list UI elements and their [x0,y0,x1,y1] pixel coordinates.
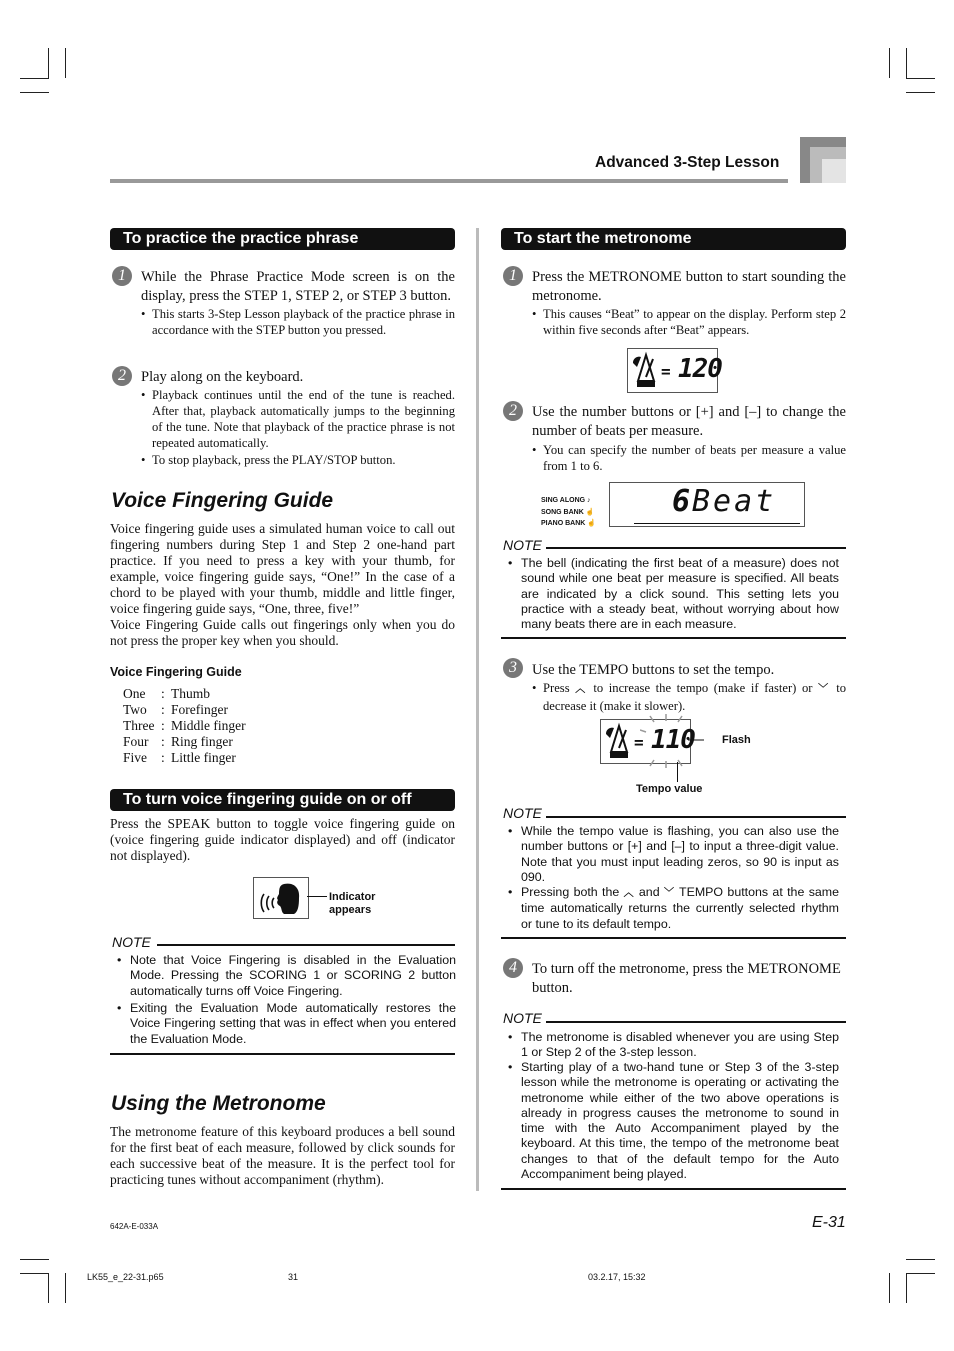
note-bottom-rule [110,1053,455,1055]
fingering-colon: : [161,750,165,765]
step-1-number: 1 [112,266,132,286]
metronome-step-2-text: Use the number buttons or [+] and [–] to change the number of beats per measure. [532,404,846,439]
crop-mark [906,1259,935,1260]
fingering-row: Two [123,702,147,717]
voice-fingering-title: Voice Fingering Guide [111,489,334,512]
voice-indicator-display [253,877,309,919]
note-bullet: • Pressing both the ︿ and ﹀ TEMPO buttons at the same time automatically returns the currently selected rhythm or tune to its default tempo. [502,885,839,932]
fingering-row: Little finger [171,750,236,765]
note-top-rule [546,547,846,549]
practice-heading: To practice the practice phrase [110,228,455,250]
fingering-row: Thumb [171,686,210,701]
note-bullet: • Starting play of a two-hand tune or Step 3 of the 3-step lesson while the metronome is operating or activating the metronome while either of the two above operations is already in progress causes the metronome to sound in time with the Auto Accompaniment played by the keyboard. At this time, the tempo of the metronome beat changes to that of the default tempo for the Auto Accompaniment being played. [502,1060,839,1182]
fingering-colon: : [161,686,165,701]
indicator-label: appears [329,904,372,916]
file-datetime: 03.2.17, 15:32 [588,1272,646,1282]
display-value: 110 [651,725,695,755]
step-2-number: 2 [503,401,523,421]
crop-mark [20,1259,49,1260]
mode-label-piano-bank: PIANO BANK ☝ [541,520,597,527]
metronome-title: Using the Metronome [111,1092,326,1115]
note-label: NOTE [503,1010,542,1026]
crop-mark [20,78,49,79]
fingering-row: One [123,686,146,701]
indicator-label: Indicator [329,891,376,903]
metronome-step-1-text: Press the METRONOME button to start sounding the metronome. [532,269,846,304]
step-3-number: 3 [503,658,523,678]
note-label: NOTE [503,805,542,821]
metronome-icon [631,351,661,391]
note-bullet: • The metronome is disabled whenever you are using Step 1 or Step 2 of the 3-step lesson. [502,1030,839,1061]
note-bullet: • While the tempo value is flashing, you can also use the number buttons or [+] and [–] to input a three-digit value. Note that you must input leading zeros, so 90 is input as 090. [502,824,839,885]
fingering-colon: : [161,734,165,749]
crop-mark [889,48,890,78]
file-name: LK55_e_22-31.p65 [87,1272,164,1282]
crop-mark [906,78,935,79]
step-1-number: 1 [503,266,523,286]
tempo-down-icon: ﹀ [663,888,675,899]
metronome-heading: To start the metronome [501,228,846,250]
fingering-row: Three [123,718,155,733]
note-icon: ♪ [587,497,591,504]
practice-step-1-text: While the Phrase Practice Mode screen is on the display, press the STEP 1, STEP 2, or STEP 3 button. [141,269,455,304]
note-bottom-rule [501,637,846,639]
note-bullet: • Note that Voice Fingering is disabled in the Evaluation Mode. Pressing the SCORING 1 or SCORING 2 button automatically turns off Voice Fingering. [111,953,456,999]
voice-fingering-paragraph: Voice Fingering Guide calls out fingerings only when you do not press the proper key when you should. [110,617,455,648]
note-top-rule [157,944,455,946]
crop-mark [906,1273,907,1303]
metronome-step-2-bullet: • You can specify the number of beats per measure a value from 1 to 6. [532,442,846,474]
beat-text: Beat [692,484,777,519]
metronome-step-4-text: To turn off the metronome, press the METRONOME button. [532,961,841,996]
step-4-number: 4 [503,958,523,978]
header-rule [110,179,788,183]
note-label: NOTE [112,934,151,950]
mode-label-sing-along: SING ALONG ♪ [541,497,591,504]
doc-code: 642A-E-033A [110,1222,159,1231]
fingering-row: Ring finger [171,734,233,749]
fingering-table-title: Voice Fingering Guide [110,665,242,679]
metronome-paragraph: The metronome feature of this keyboard produces a bell sound for the first beat of each measure, followed by click sounds for each successive beat of the measure. It is the perfect tool for practicing tunes without accompaniment (rhythm). [110,1124,455,1187]
practice-step-2-bullet: • To stop playback, press the PLAY/STOP button. [141,452,455,468]
fingering-row: Middle finger [171,718,246,733]
file-page: 31 [288,1272,299,1282]
beat-digit: 6 [672,484,691,519]
note-bottom-rule [501,1188,846,1190]
equals-sign: = [634,733,644,752]
tempo-display-120 [627,348,722,393]
crop-mark [65,1273,66,1303]
note-bullet: • The bell (indicating the first beat of a measure) does not sound while one beat per measure is specified. All beats are indicated by a click sound. This setting lets you practice with a steady beat, without worrying about how many beats there are in each measure. [502,556,839,632]
fingering-row: Forefinger [171,702,228,717]
crop-mark [906,1273,935,1274]
practice-step-1-bullet: • This starts 3-Step Lesson playback of the practice phrase in accordance with the STEP button you pressed. [141,306,455,338]
crop-mark [65,48,66,78]
toggle-heading: To turn voice fingering guide on or off [110,789,455,811]
note-bottom-rule [501,937,846,939]
hand-icon: ☝ [585,509,595,516]
section-title: Advanced 3-Step Lesson [595,154,780,171]
tempo-value-label: Tempo value [636,783,703,795]
crop-mark [889,1273,890,1303]
speaking-head-icon [254,878,308,918]
fingering-row: Five [123,750,148,765]
fingering-colon: : [161,702,165,717]
indicator-leader-line [307,896,327,897]
tempo-up-icon: ︿ [575,684,588,695]
crop-mark [906,92,935,93]
crop-mark [906,48,907,78]
note-top-rule [546,1021,846,1023]
header-tab-graphic [800,137,846,183]
note-bullet: • Exiting the Evaluation Mode automatically restores the Voice Fingering setting that was in effect when you entered the Evaluation Mode. [111,1001,456,1047]
note-top-rule [546,816,846,818]
crop-mark [48,48,49,78]
equals-sign: = [661,362,671,381]
column-divider [476,228,479,1191]
crop-mark [20,92,49,93]
note-label: NOTE [503,537,542,553]
mode-label-song-bank: SONG BANK ☝ [541,509,595,516]
toggle-paragraph: Press the SPEAK button to toggle voice fingering guide on (voice fingering guide indicator displayed) and off (indicator not displayed). [110,816,455,863]
metronome-step-3-text: Use the TEMPO buttons to set the tempo. [532,662,775,678]
metronome-step-1-bullet: • This causes “Beat” to appear on the display. Perform step 2 within five seconds after “Beat” appears. [532,306,846,338]
flash-label: Flash [722,734,751,746]
metronome-icon [604,722,634,762]
tempo-down-icon: ﹀ [818,684,831,695]
crop-mark [48,1273,49,1303]
hand-icon: ☝ [587,520,597,527]
display-value: 120 [678,354,722,384]
beat-display [609,482,805,527]
fingering-row: Four [123,734,149,749]
step-2-number: 2 [112,366,132,386]
page-number: E-31 [812,1214,846,1231]
practice-step-2-bullet: • Playback continues until the end of the tune is reached. After that, playback automatically jumps to the beginning of the tune. Note that playback of the practice phrase is not repeated automatically. [141,387,455,451]
metronome-step-3-bullet: • Press ︿ to increase the tempo (make if faster) or ﹀ to decrease it (make it slower). [532,680,846,714]
crop-mark [20,1273,49,1274]
practice-step-2-text: Play along on the keyboard. [141,369,304,385]
voice-fingering-paragraph: Voice fingering guide uses a simulated human voice to call out fingering numbers during Step 1 and Step 2 one-hand part practice. If you need to press a key with your thumb, for example, voice fingering guide says, “One!” In the case of a chord to be played with your thumb, middle and little finger, voice fingering guide says, “One, three, five!” [110,521,455,616]
tempo-leader-line [677,762,678,782]
fingering-colon: : [161,718,165,733]
tempo-up-icon: ︿ [623,888,635,899]
